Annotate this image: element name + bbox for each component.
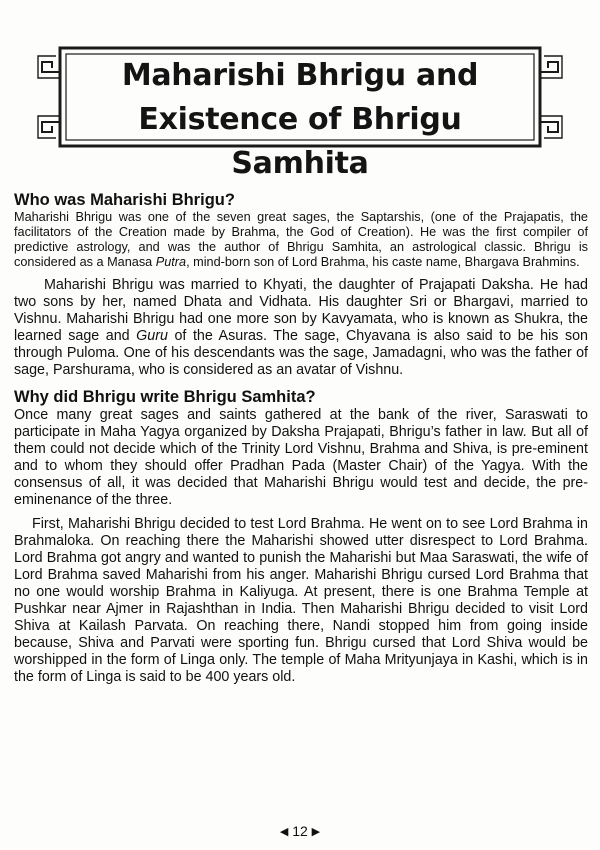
right-ornament-icon: ▶: [311, 826, 321, 838]
left-ornament-icon: ◀: [279, 826, 289, 838]
paragraph-test: First, Maharishi Bhrigu decided to test Lord Brahma. He went on to see Lord Brahma in Brahmaloka. On reaching there the Maharishi showed utter disrespect to Lord Brahma. Lord Brahma got angry and wanted to punish the Maharishi but Maa Saraswati, the wife of Lord Brahma saved Maharishi from his anger. Maharishi Bhrigu cursed Lord Brahma that no one would worship Brahma in Kaliyuga. At present, there is one Brahma Temple at Pushkar near Ajmer in Rajashthan in India. Then Maharishi Bhrigu decided to visit Lord Shiva at Kailash Parvata. On reaching there, Nandi stopped him from going inside because, Shiva and Parvati were sporting fun. Bhrigu cursed that Lord Shiva would be worshipped in the form of Linga only. The temple of Maha Mrityunjaya in Kashi, which is in the form of Linga is said to be 400 years old.: [14, 516, 588, 685]
page-title: [76, 54, 524, 186]
title-line-1: Maharishi Bhrigu and: [121, 58, 479, 93]
section-heading-who: Who was Maharishi Bhrigu?: [14, 191, 235, 209]
title-frame: [36, 42, 564, 181]
page-number: [0, 822, 600, 841]
page-number-value: 12: [292, 823, 308, 839]
section-heading-why: Why did Bhrigu write Bhrigu Samhita?: [14, 388, 316, 406]
article-body: [14, 190, 588, 686]
title-line-2: Existence of Bhrigu Samhita: [138, 102, 462, 181]
paragraph-yagya: Once many great sages and saints gathered at the bank of the river, Saraswati to participate in Maha Yagya organized by Daksha Prajapati, Bhrigu’s father in law. But all of them could not decide which of the Trinity Lord Vishnu, Brahma and Shiva, is pre-eminent and to whom they should offer Pradhan Pada (Master Chair) of the Yagya. With the consensus of all, it was decided that Maharishi Bhrigu would test and decide, the pre-eminenance of the three.: [14, 407, 588, 508]
paragraph-intro: Maharishi Bhrigu was one of the seven great sages, the Saptarshis, (one of the Prajapatis, the facilitators of the Creation made by Brahma, the God of Creation). He was the first compiler of predictive astrology, and was the author of Bhrigu Samhita, an astrological classic. Bhrigu is considered as a Manasa Putra, mind-born son of Lord Brahma, his caste name, Bhargava Brahmins.: [14, 210, 588, 269]
paragraph-family: Maharishi Bhrigu was married to Khyati, the daughter of Prajapati Daksha. He had two sons by her, named Dhata and Vidhata. His daughter Sri or Bhargavi, married to Vishnu. Maharishi Bhrigu had one more son by Kavyamata, who is known as Shukra, the learned sage and Guru of the Asuras. The sage, Chyavana is also said to be his son through Puloma. One of his descendants was the sage, Jamadagni, who was the father of sage, Parshurama, who is considered as an avatar of Vishnu.: [14, 277, 589, 378]
